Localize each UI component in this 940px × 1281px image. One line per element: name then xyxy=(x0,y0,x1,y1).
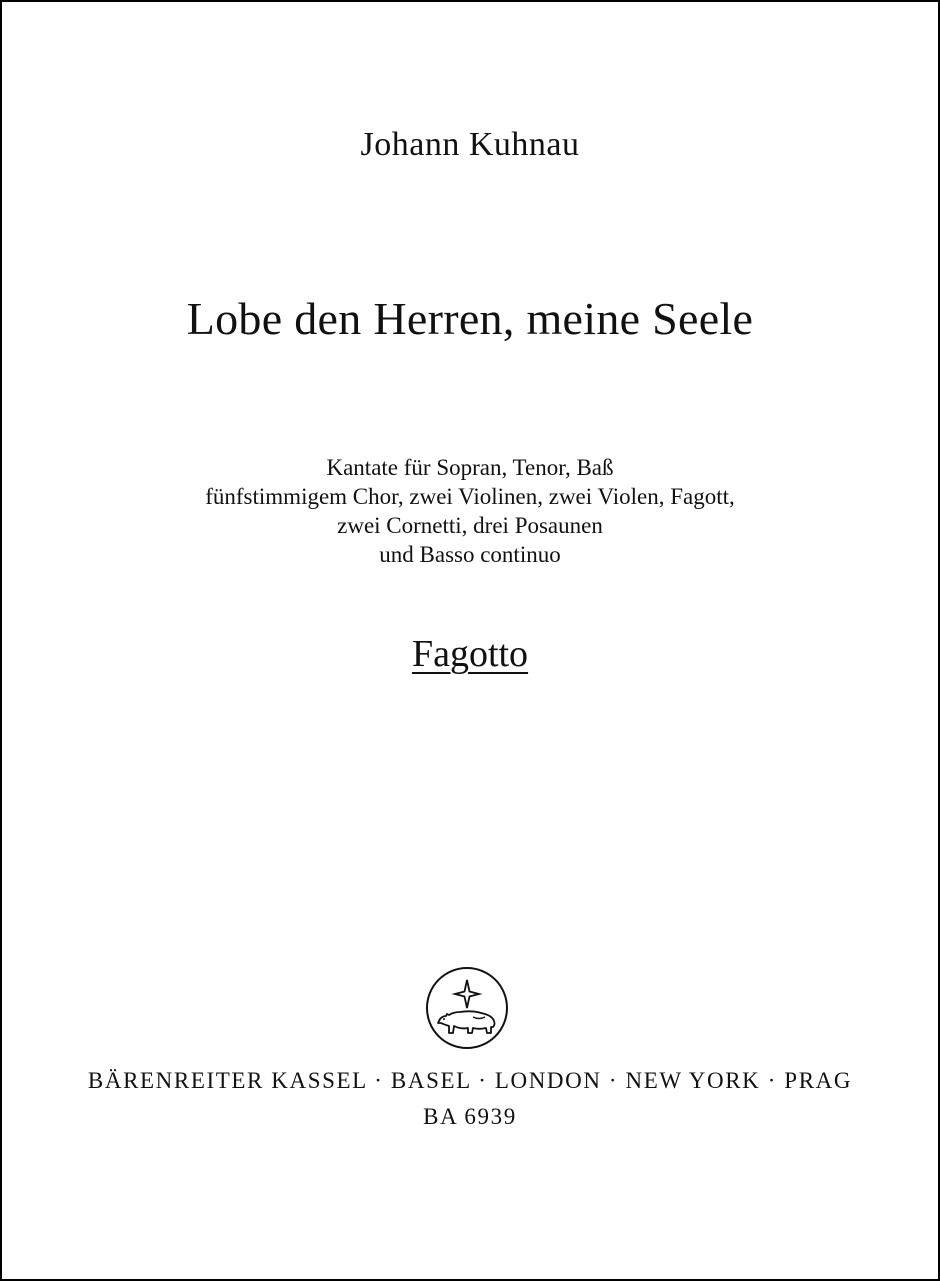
work-title: Lobe den Herren, meine Seele xyxy=(186,293,754,344)
publisher-line: BÄRENREITER KASSEL · BASEL · LONDON · NEW YORK · PRAG xyxy=(87,1068,853,1093)
part-name xyxy=(0,632,940,676)
composer-name: Johann Kuhnau xyxy=(360,126,580,163)
catalog-number: BA 6939 xyxy=(423,1104,517,1129)
subtitle-line-1: Kantate für Sopran, Tenor, Baß xyxy=(326,455,614,480)
subtitle-line-4: und Basso continuo xyxy=(379,542,561,567)
subtitle-line-2: fünfstimmigem Chor, zwei Violinen, zwei Violen, Fagott, xyxy=(205,484,735,509)
bear-star-icon xyxy=(425,966,509,1050)
subtitle-line-3: zwei Cornetti, drei Posaunen xyxy=(337,513,603,538)
part-name-text: Fagotto xyxy=(411,633,529,675)
